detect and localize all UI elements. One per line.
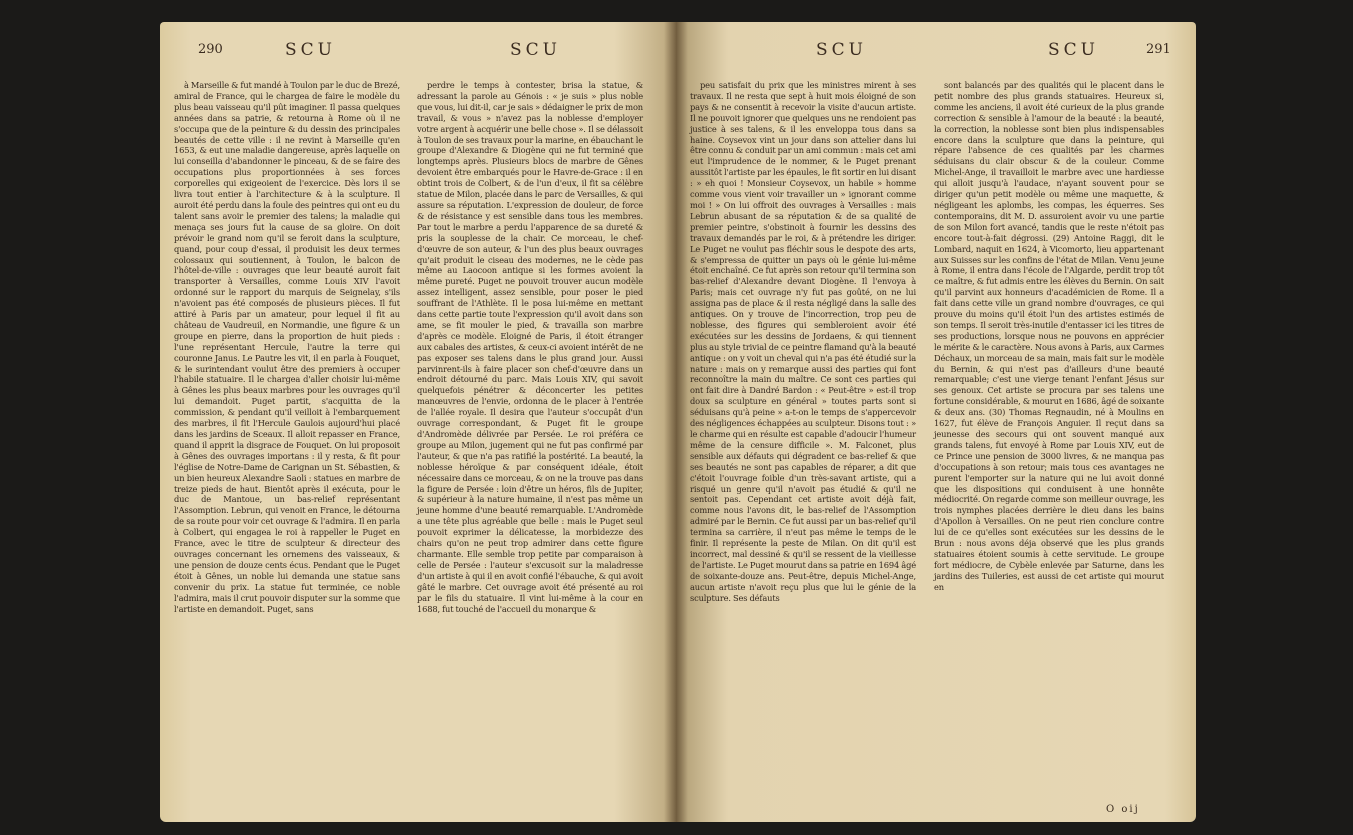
page-number-right: 291 (1146, 42, 1171, 57)
right-page-column-1 (690, 80, 916, 604)
running-head-right-2: SCU (1048, 40, 1099, 60)
book-gutter (664, 22, 688, 822)
right-page (676, 22, 1196, 822)
right-page-column-2 (934, 80, 1164, 593)
running-head-left-2: SCU (510, 40, 561, 60)
text-block: peu satisfait du prix que les ministres mirent à ses travaux. Il ne resta que sept à huit mois éloigné de son pays & ne consentit à recevoir la visite d'aucun artiste. Il ne pouvoit ignorer que quelques uns ne rendoient pas justice à ses talens, & il les enveloppa tous dans sa haine. Coysevox vint un jour dans son attelier dans lui être connu & conduit par un ami commun : mais cet ami eut l'imprudence de le nommer, & le Puget prenant aussitôt l'artiste par les épaules, le fit sortir en lui disant : » eh quoi ! Monsieur Coysevox, un habile » homme comme vous vient voir travailler un » ignorant comme moi ! » On lui offroit des ouvrages à Versailles : mais Lebrun abusant de sa réputation & de sa qualité de premier peintre, s'obstinoit à fournir les dessins des travaux demandés par le roi, & à prétendre les diriger. Le Puget ne voulut pas fléchir sous le despote des arts, & s'empressa de quitter un pays où le génie lui-même étoit enchaîné. Ce fut après son retour qu'il termina son bas-relief d'Alexandre devant Diogène. Il l'envoya à Paris; mais cet ouvrage n'y fut pas goûté, on ne lui assigna pas de place & il resta négligé dans la salle des antiques. On y trouve de l'incorrection, trop peu de noblesse, des figures qui sembleroient avoir été exécutées sur les dessins de Jordaens, & qui tiennent plus au style trivial de ce peintre flamand qu'à la beauté antique : on y voit un cheval qui n'a pas été étudié sur la nature : mais on y remarque aussi des parties qui font reconnoître la main du maître. Ce sont ces parties qui ont fait dire à Dandré Bardon : « Peut-être » est-il trop doux sa sculpture en général » toutes parts sont si séduisans qu'à peine » a-t-on le temps de s'appercevoir des négligences échappées au sculpteur. Disons tout : » le charme qui en résulte est capable d'adoucir l'humeur même de la censure difficile ». M. Falconet, plus sensible aux défauts qui dégradent ce bas-relief & que ses beautés ne sont pas capables de réparer, a dit que c'étoit l'ouvrage foible d'un très-savant artiste, qui a risqué un genre qu'il n'avoit pas étudié & qu'il ne sentoit pas. Cependant cet artiste avoit déjà fait, comme nous l'avons dit, le bas-relief de l'Assomption admiré par le Bernin. Ce fut aussi par un bas-relief qu'il termina sa carrière, il n'eut pas même le temps de le finir. Il représente la peste de Milan. On dit qu'il est incorrect, mal dessiné & qu'il se ressent de la vieillesse de l'artiste. Le Puget mourut dans sa patrie en 1694 âgé de soixante-douze ans. Peut-être, depuis Michel-Ange, aucun artiste n'avoit reçu plus que lui le génie de la sculpture. Ses défauts (690, 80, 916, 603)
page-number-left: 290 (198, 42, 223, 57)
left-page-column-1 (174, 80, 400, 614)
running-head-right-1: SCU (816, 40, 867, 60)
left-page-column-2 (417, 80, 643, 614)
text-block: à Marseille & fut mandé à Toulon par le duc de Brezé, amiral de France, qui le chargea de faire le modèle du plus beau vaisseau qu'il pût imaginer. Il passa quelques années dans sa patrie, & retourna à Rome où il ne s'occupa que de la peinture & du dessin des principales beautés de cette ville : il ne revint à Marseille qu'en 1653, & eut une maladie dangereuse, après laquelle on lui conseilla d'abandonner le pinceau, & de se faire des occupations plus proportionnées à ses forces corporelles qui exigeoient de l'exercice. Dès lors il se livra tout entier à l'architecture & à la sculpture. Il auroit été perdu dans la foule des peintres qui ont eu du talent sans avoir le premier des talens; la maladie qui menaça ses jours fut la cause de sa gloire. On doit prévoir le grand nom qu'il se feroit dans la sculpture, quand, pour coup d'essai, il produisit les deux termes colossaux qui soutiennent, à Toulon, le balcon de l'hôtel-de-ville : ouvrages que leur beauté auroit fait transporter à Versailles, comme Louis XIV l'avoit ordonné sur le rapport du marquis de Seignelay, s'ils n'avoient pas été composés de plusieurs pièces. Il fut attiré à Paris par un amateur, pour lequel il fit au château de Vaudreuil, en Normandie, une figure & un groupe en pierre, dans la proportion de huit pieds : l'une représentant Hercule, l'autre la terre qui couronne Janus. Le Pautre les vit, il en parla à Fouquet, & le surintendant voulut être des premiers à occuper l'habile statuaire. Il le chargea d'aller choisir lui-même à Gênes les plus beaux marbres pour les ouvrages qu'il lui demandoit. Puget partit, s'acquitta de la commission, & pendant qu'il veilloit à l'embarquement des marbres, il fit l'Hercule Gaulois aujourd'hui placé dans les jardins de Sceaux. Il alloit repasser en France, quand il apprit la disgrace de Fouquet. On lui proposoit à Gênes des ouvrages importans : il y resta, & fit pour l'église de Notre-Dame de Carignan un St. Sébastien, & un bien heureux Alexandre Saoli : statues en marbre de treize pieds de haut. Bientôt après il exécuta, pour le duc de Mantoue, un bas-relief représentant l'Assomption. Lebrun, qui venoit en France, le détourna de sa route pour voir cet ouvrage & l'admira. Il en parla à Colbert, qui engagea le roi à rappeller le Puget en France, avec le titre de sculpteur & directeur des ouvrages concernant les ornemens des vaisseaux, & une pension de douze cents écus. Pendant que le Puget étoit à Gênes, un noble lui demanda une statue sans convenir du prix. La statue fut terminée, ce noble l'admira, mais il crut pouvoir disputer sur la somme que l'artiste en demandoit. Puget, sans (174, 80, 400, 614)
text-block: perdre le temps à contester, brisa la statue, & adressant la parole au Génois : « je suis » plus noble que vous, lui dit-il, car je sais » dédaigner le prix de mon travail, & vous » n'avez pas la noblesse d'employer votre argent à acquérir une belle chose ». Il se délassoit à Toulon de ses travaux pour la marine, en ébauchant le groupe d'Alexandre & Diogène qui ne fut terminé que longtemps après. Plusieurs blocs de marbre de Gênes devoient être embarqués pour le Havre-de-Grace : il en obtint trois de Colbert, & de l'un d'eux, il fit sa célèbre statue de Milon, placée dans le parc de Versailles, & qui assure sa réputation. L'expression de douleur, de force & de résistance y est sensible dans tous les membres. Par tout le marbre a perdu l'apparence de sa dureté & pris la souplesse de la chair. Ce morceau, le chef-d'œuvre de son auteur, & l'un des plus beaux ouvrages qu'ait produit le ciseau des modernes, ne le cède pas même au Laocoon antique si les formes avoient la même pureté. Puget ne pouvoit trouver aucun modèle assez intelligent, assez sensible, pour poser le pied souffrant de l'Athlète. Il le posa lui-même en mettant dans cette partie toute l'expression qu'il avoit dans son ame, se fit mouler le pied, & travailla son marbre d'après ce modèle. Eloigné de Paris, il étoit étranger aux cabales des artistes, & ceux-ci avoient intérêt de ne pas exposer ses talens dans le plus grand jour. Aussi parvinrent-ils à faire placer son chef-d'œuvre dans un endroit détourné du parc. Mais Louis XIV, qui savoit quelquefois pénétrer & déconcerter les petites manœuvres de l'envie, ordonna de le placer à l'entrée de l'allée royale. Il desira que l'auteur s'occupât d'un ouvrage correspondant, & Puget fit le groupe d'Andromède délivrée par Persée. Le roi préféra ce groupe au Milon, jugement qui ne fut pas confirmé par l'auteur, & que n'a pas ratifié la postérité. La beauté, la noblesse héroïque & par conséquent idéale, étoit nécessaire dans ce morceau, & on ne la trouve pas dans la figure de Persée : loin d'être un héros, fils de Jupiter, & supérieur à la nature humaine, il n'est pas même un jeune homme d'une beauté remarquable. L'Andromède a une tête plus agréable que belle : mais le Puget seul pouvoit exprimer la délicatesse, la morbidezze des chairs qu'on ne peut trop admirer dans cette figure charmante. Elle semble trop petite par comparaison à celle de Persée : l'auteur s'excusoit sur la maladresse d'un artiste à qui il en avoit confié l'ébauche, & qui avoit gâté le marbre. Cet ouvrage avoit été présenté au roi par le fils du statuaire. Il vint lui-même à la cour en 1688, fut touché de l'accueil du monarque & (417, 80, 643, 614)
signature-mark: O oij (1106, 804, 1140, 815)
left-page (160, 22, 676, 822)
text-block: sont balancés par des qualités qui le placent dans le petit nombre des plus grands statuaires. Heureux si, comme les anciens, il avoit été curieux de la plus grande correction & sensible à l'amour de la beauté : la beauté, la correction, la noblesse sont bien plus indispensables encore dans la sculpture que dans la peinture, qui répare l'absence de ces qualités par les charmes séduisans du clair obscur & de la couleur. Comme Michel-Ange, il travailloit le marbre avec une hardiesse qui alloit jusqu'à l'audace, n'ayant souvent pour se diriger qu'un petit modèle ou même une maquette, & négligeant les aplombs, les compas, les équerres. Ses contemporains, dit M. D. assuroient avoir vu une partie de son Milon fort avancé, tandis que le reste n'étoit pas encore tout-à-fait dégrossi. (29) Antoine Raggi, dit le Lombard, naquit en 1624, à Vicomorto, lieu appartenant aux Suisses sur les confins de l'état de Milan. Venu jeune à Rome, il entra dans l'école de l'Algarde, perdit trop tôt ce maître, & fut admis entre les élèves du Bernin. On sait qu'il parvint aux honneurs d'académicien de Rome. Il a fait dans cette ville un grand nombre d'ouvrages, ce qui prouve du moins qu'il étoit l'un des artistes estimés de son temps. Il seroit très-inutile d'entasser ici les titres de ses productions, lorsque nous ne pouvons en apprécier le mérite & le caractère. Nous avons à Paris, aux Carmes Déchaux, un morceau de sa main, mais fait sur le modèle du Bernin, & qui n'est pas d'ailleurs d'une beauté remarquable; c'est une vierge tenant l'enfant Jésus sur ses genoux. Cet artiste se procura par ses talens une fortune considérable, & mourut en 1686, âgé de soixante & deux ans. (30) Thomas Regnaudin, né à Moulins en 1627, fut élève de François Anguier. Il reçut dans sa jeunesse des secours qui ont souvent manqué aux grands talens, fut envoyé à Rome par Louis XIV, eut de ce Prince une pension de 3000 livres, & ne manqua pas d'occupations à son retour; mais tous ces avantages ne purent l'emporter sur la nature qui ne lui avoit donné que les dispositions qui conduisent à une honnête médiocrité. On regarde comme son meilleur ouvrage, les trois nymphes placées derrière le dieu dans les bains d'Apollon à Versailles. On ne peut rien conclure contre lui de ce qu'elles sont exécutées sur les dessins de le Brun : nous avons déja observé que les plus grands statuaires étoient soumis à cette servitude. Le groupe fort médiocre, de Cybèle enlevée par Saturne, dans les jardins des Tuileries, est aussi de cet artiste qui mourut en (934, 80, 1164, 592)
running-head-left-1: SCU (285, 40, 336, 60)
